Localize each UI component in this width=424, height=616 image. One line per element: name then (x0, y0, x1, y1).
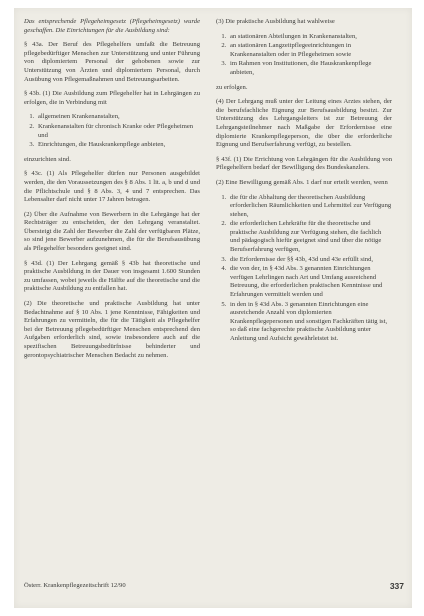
section-43b-end: einzurichten sind. (24, 155, 71, 163)
page-number: 337 (389, 581, 404, 591)
page-footer (24, 582, 404, 592)
list-item: 2. die erforderlichen Lehrkräfte für die theoretische und praktische Ausbildung zur Verfügung stehen, die fachlich und pädagogisch hiefür geeignet sind und über die nötige Berufserfahrung verfügen, (228, 220, 392, 254)
practical-training-list (216, 33, 392, 78)
list-item: 1. an stationären Abteilungen in Krankenanstalten, (228, 33, 392, 42)
left-column (24, 18, 200, 366)
list-item: 3. im Rahmen von Institutionen, die Hauskrankenpflege anbieten, (228, 60, 392, 77)
section-43f-paragraph: § 43f. (1) Die Errichtung von Lehrgängen für die Ausbildung von Pflegehelfern bedarf der Bewilligung des Bundeskanzlers. (216, 155, 392, 172)
section-43c-2-paragraph: (2) Über die Aufnahme von Bewerbern in die Lehrgänge hat der Rechtsträger zu entscheiden, der den Lehrgang veranstaltet. Übersteigt die Zahl der Bewerber die Zahl der verfügbaren Plätze, so sind jene Bewerber aufzunehmen, die für die Berufsausübung als Pflegehelfer besonders geeignet sind. (24, 210, 200, 253)
section-43b-list (24, 113, 200, 149)
list-item: 2. Krankenanstalten für chronisch Kranke oder Pflegeheimen und (36, 123, 200, 140)
section-43d-2-paragraph: (2) Die theoretische und praktische Ausbildung hat unter Bedachtnahme auf § 10 Abs. 1 jene Kenntnisse, Fähigkeiten und Erfahrungen zu vermitteln, die für die Tätigkeit als Pflegehelfer bei der Betreuung pflegebedürftiger Menschen entsprechend den Aufgaben erforderlich sind, sowie insbesondere auch auf die spezifischen Betreuungsbedürfnisse behinderter und gerontopsychiatrischer Menschen Bedacht zu nehmen. (24, 300, 200, 359)
list-item: 1. die für die Abhaltung der theoretischen Ausbildung erforderlichen Räumlichkeiten und Lehrmittel zur Verfügung stehen, (228, 194, 392, 220)
section-43c-paragraph: § 43c. (1) Als Pflegehelfer dürfen nur Personen ausgebildet werden, die den Voraussetzungen des § 8 Abs. 1 lit. a, b und d und die Pflichtschule und § 8 Abs. 3, 4 und 7 entsprechen. Das Lebensalter darf nicht unter 17 Jahren betragen. (24, 170, 200, 204)
list-item: 5. in den in § 43d Abs. 3 genannten Einrichtungen eine ausreichende Anzahl von diplomierten Krankenpflegepersonen und sonstigen Fachkräften tätig ist, so daß eine fachgerechte praktische Ausbildung unter Anleitung und Aufsicht gewährleistet ist. (228, 301, 392, 344)
intro-paragraph: Das entsprechende Pflegeheimgesetz (Pflegeheimgesetz) wurde geschaffen. Die Einrichtungen für die Ausbildung sind: (24, 18, 200, 34)
list-item: 3. Einrichtungen, die Hauskrankenpflege anbieten, (36, 141, 200, 150)
right-column (216, 18, 392, 350)
list-item: 4. die von der, in § 43d Abs. 3 genannten Einrichtungen verfügen Lehrlingen nach Art und Umfang ausreichend Betreuung, die erforderlichen praktischen Kenntnisse und Erfahrungen vermittelt werden und (228, 265, 392, 299)
course-leader-paragraph: (4) Der Lehrgang muß unter der Leitung eines Arztes stehen, der die berufsfachliche Eignung zur Berufsausbildung besitzt. Zur Unterstützung des Lehrgangsleiters ist zur Betreuung der Lehrgangsteilnehmer nach Maßgabe der Erfordernisse eine diplomierte Krankenpflegeperson, die über die erforderliche Eignung und Berufserfahrung verfügt, zu bestellen. (216, 98, 392, 149)
approval-conditions-list (216, 194, 392, 344)
approval-conditions-paragraph: (2) Eine Bewilligung gemäß Abs. 1 darf nur erteilt werden, wenn (216, 178, 388, 186)
document-page (14, 8, 412, 608)
list-item: 3. die Erfordernisse der §§ 43b, 43d und 43e erfüllt sind, (228, 256, 392, 265)
list-item: 2. an stationären Langzeitpflegeeinrichtungen in Krankenanstalten oder in Pflegeheimen sowie (228, 42, 392, 59)
section-43b-paragraph: § 43b. (1) Die Ausbildung zum Pflegehelfer hat in Lehrgängen zu erfolgen, die in Verbindung mit (24, 90, 200, 106)
section-43a-paragraph: § 43a. Der Beruf des Pflegehelfers umfaßt die Betreuung pflegebedürftiger Menschen zur Unterstützung und unter Führung von diplomiertem Personal der gehobenen sowie zur Unterstützung von Ärzten und diplomiertem Personal, durch Ausübung von Pflegemaßnahmen und Betreuungsarbeiten. (24, 41, 200, 83)
practical-training-end: zu erfolgen. (216, 83, 248, 91)
practical-training-paragraph: (3) Die praktische Ausbildung hat wahlweise (216, 18, 335, 25)
section-43d-paragraph: § 43d. (1) Der Lehrgang gemäß § 43b hat theoretische und praktische Ausbildung in der Dauer von insgesamt 1.600 Stunden zu umfassen, wobei jeweils die Hälfte auf die theoretische und die praktische Ausbildung zu entfallen hat. (24, 259, 200, 293)
journal-source: Österr. Krankenpflegezeitschrift 12/90 (24, 582, 126, 589)
list-item: 1. allgemeinen Krankenanstalten, (36, 113, 200, 122)
